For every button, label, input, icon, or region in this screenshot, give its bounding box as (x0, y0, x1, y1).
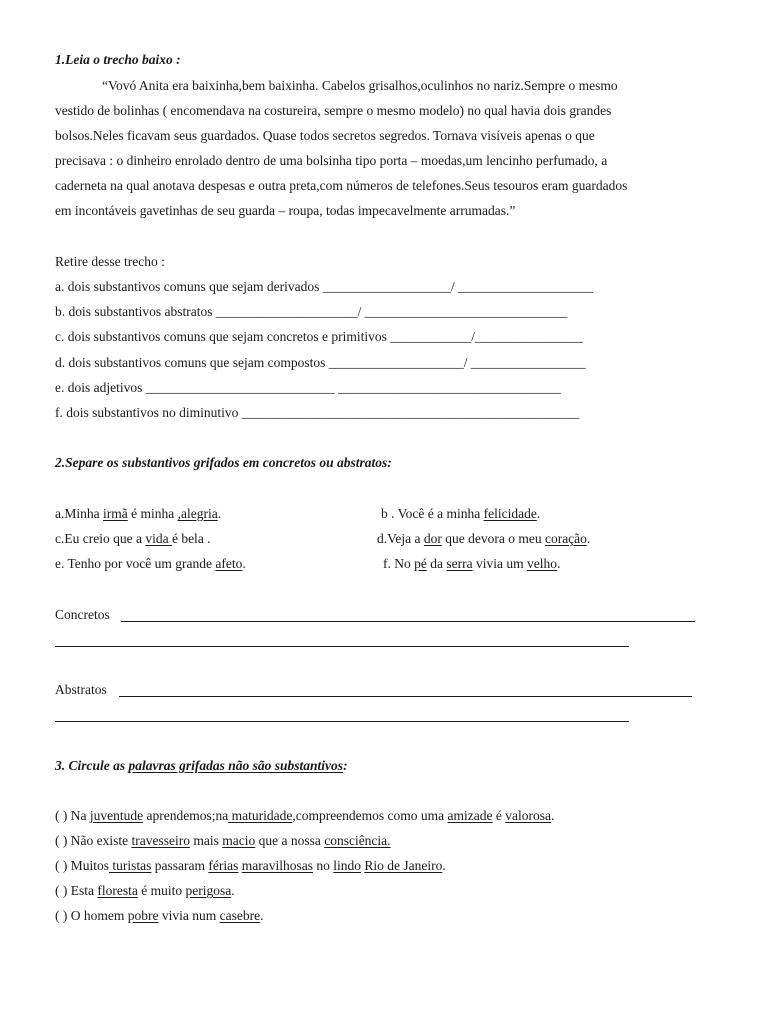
q2-f-text: vivia um (472, 556, 527, 571)
q3-s2-text: Não existe (67, 833, 132, 848)
q2-f-underlined-word-1: pé (414, 556, 427, 571)
answer-box[interactable]: ( ) (55, 908, 68, 923)
q3-s3-text: no (312, 858, 334, 873)
q3-s1-underlined-word-1: juventude (89, 808, 144, 823)
q1-item-b (55, 303, 567, 321)
q1-intro: Retire desse trecho : (55, 254, 165, 269)
q2-f-text: . (556, 556, 561, 571)
q3-s5-underlined-word-2: casebre (219, 908, 261, 923)
q1-passage-line-3: bolsos.Neles ficavam seus guardados. Quase todos secretos segredos. Tornava visíveis apenas o que (55, 128, 595, 143)
q2-e-text: e. Tenho por você um grande (55, 556, 216, 571)
q3-s2-text: mais (189, 833, 223, 848)
q1-item-c-blank-1[interactable]: ____________ (390, 329, 472, 344)
q3-s1-text: ,compreendemos como uma (292, 808, 448, 823)
q2-sentence-d (377, 530, 590, 548)
q3-s5-underlined-word-1: pobre (127, 908, 159, 923)
answer-box[interactable]: ( ) (55, 808, 68, 823)
q2-abstratos-answer-line-1[interactable] (119, 696, 692, 697)
q2-a-underlined-word-1: irmã (103, 506, 128, 521)
q1-item-f-blank-1[interactable]: __________________________________________________ (241, 405, 580, 420)
q2-c-text: é bela . (171, 531, 211, 546)
q1-item-d-blank-2[interactable]: _________________ (470, 355, 586, 370)
q2-d-text: d.Veja a (377, 531, 424, 546)
q1-item-a-separator: / (450, 279, 459, 294)
q2-d-underlined-word-2: coração (544, 531, 587, 546)
q3-s3-underlined-word-5: Rio de Janeiro (364, 858, 443, 873)
q2-a-underlined-word-2: ,alegria (177, 506, 218, 521)
q3-sentence-5 (55, 907, 263, 925)
q3-s1-text: . (551, 808, 555, 823)
q2-b-text: b . Você é a minha (381, 506, 484, 521)
q3-s1-text: Na (67, 808, 90, 823)
q1-item-b-blank-2[interactable]: ______________________________ (364, 304, 568, 319)
q3-s3-underlined-word-3: maravilhosas (241, 858, 313, 873)
q2-b-underlined-word-1: felicidade (483, 506, 537, 521)
q3-s1-underlined-word-2: maturidade (228, 808, 293, 823)
q2-sentence-c (55, 530, 211, 548)
q2-sentence-a (55, 505, 221, 523)
q3-s5-text: O homem (67, 908, 128, 923)
q3-title (55, 757, 348, 775)
answer-box[interactable]: ( ) (55, 858, 68, 873)
q1-passage-line-1: “Vovó Anita era baixinha,bem baixinha. Cabelos grisalhos,oculinhos no nariz.Sempre o mesmo (102, 78, 618, 93)
q1-item-f (55, 404, 579, 422)
q1-item-a (55, 278, 593, 296)
q2-e-text: . (242, 556, 246, 571)
q1-item-c-label: c. dois substantivos comuns que sejam concretos e primitivos (55, 329, 391, 344)
q3-title-text: : (343, 758, 348, 773)
q2-f-text: da (426, 556, 447, 571)
q3-s2-underlined-word-3: consciência. (324, 833, 391, 848)
q1-item-b-label: b. dois substantivos abstratos (55, 304, 216, 319)
q3-s5-text: vivia num (158, 908, 220, 923)
q1-passage-line-5: caderneta na qual anotava despesas e outra preta,com números de telefones.Seus tesouros eram guardados (55, 178, 628, 193)
q2-f-text: f. No (383, 556, 415, 571)
q3-s5-text: . (260, 908, 264, 923)
q3-s3-text: Muitos (67, 858, 110, 873)
q2-f-underlined-word-3: velho (526, 556, 557, 571)
q2-f-underlined-word-2: serra (446, 556, 473, 571)
q3-s1-underlined-word-3: amizade (447, 808, 493, 823)
q2-a-text: é minha (127, 506, 178, 521)
q1-item-d (55, 354, 586, 372)
q2-c-text: c.Eu creio que a (55, 531, 146, 546)
q3-s3-text: passaram (151, 858, 209, 873)
q1-passage-line-2: vestido de bolinhas ( encomendava na costureira, sempre o mesmo modelo) no qual havia dois grandes (55, 103, 612, 118)
q3-s3-underlined-word-2: férias (208, 858, 239, 873)
q2-c-underlined-word-1: vida (145, 531, 172, 546)
q2-concretos-answer-line-2[interactable] (55, 646, 629, 647)
q3-sentence-1 (55, 807, 554, 825)
q3-title-text: 3. Circule as (55, 758, 129, 773)
q2-sentence-e (55, 555, 246, 573)
q1-passage-line-6: em incontáveis gavetinhas de seu guarda – roupa, todas impecavelmente arrumadas.” (55, 203, 516, 218)
q2-a-text: a.Minha (55, 506, 103, 521)
q3-s2-underlined-word-2: macio (222, 833, 256, 848)
q1-passage-line-4: precisava : o dinheiro enrolado dentro de uma bolsinha tipo porta – moedas,um lencinho perfumado, a (55, 153, 608, 168)
q3-s4-text: . (231, 883, 235, 898)
q2-title: 2.Separe os substantivos grifados em concretos ou abstratos: (55, 455, 392, 470)
q3-s3-text: . (442, 858, 446, 873)
q2-concretos-answer-line-1[interactable] (121, 621, 695, 622)
q1-item-a-label: a. dois substantivos comuns que sejam derivados (55, 279, 323, 294)
q1-item-d-separator: / (463, 355, 471, 370)
q1-item-c (55, 328, 583, 346)
q3-s2-underlined-word-1: travesseiro (131, 833, 190, 848)
q1-title: 1.Leia o trecho baixo : (55, 52, 181, 67)
q3-s2-text: que a nossa (255, 833, 325, 848)
q1-item-e-blank-2[interactable]: _________________________________ (338, 380, 561, 395)
q3-s1-text: é (492, 808, 506, 823)
q3-s4-text: Esta (67, 883, 98, 898)
q3-sentence-3 (55, 857, 446, 875)
q3-s1-text: aprendemos;na (143, 808, 229, 823)
q1-item-d-blank-1[interactable]: ____________________ (328, 355, 464, 370)
q3-sentence-4 (55, 882, 235, 900)
q3-sentence-2 (55, 832, 391, 850)
q2-sentence-b (381, 505, 540, 523)
q2-abstratos-answer-line-2[interactable] (55, 721, 629, 722)
q1-item-f-label: f. dois substantivos no diminutivo (55, 405, 242, 420)
q3-s3-underlined-word-4: lindo (333, 858, 361, 873)
q2-d-text: que devora o meu (441, 531, 545, 546)
q1-item-d-label: d. dois substantivos comuns que sejam compostos (55, 355, 329, 370)
q1-item-a-blank-1[interactable]: ___________________ (322, 279, 451, 294)
answer-box[interactable]: ( ) (55, 833, 68, 848)
q2-abstratos-label: Abstratos (55, 682, 107, 697)
q2-e-underlined-word-1: afeto (215, 556, 243, 571)
q1-item-a-blank-2[interactable]: ____________________ (458, 279, 594, 294)
q2-b-text: . (536, 506, 541, 521)
q2-sentence-f (383, 555, 560, 573)
q2-d-text: . (586, 531, 591, 546)
q1-item-e-blank-1[interactable]: ____________________________ (145, 380, 335, 395)
q3-s1-underlined-word-4: valorosa (505, 808, 552, 823)
q1-item-b-separator: / (357, 304, 365, 319)
q2-concretos-label: Concretos (55, 607, 110, 622)
q3-s4-underlined-word-1: floresta (97, 883, 138, 898)
q2-a-text: . (217, 506, 222, 521)
q3-s4-text: é muito (137, 883, 186, 898)
q1-item-b-blank-1[interactable]: _____________________ (215, 304, 358, 319)
answer-box[interactable]: ( ) (55, 883, 68, 898)
q2-d-underlined-word-1: dor (423, 531, 442, 546)
q3-title-underlined: palavras grifadas não são substantivos (128, 758, 344, 773)
q3-s4-underlined-word-2: perigosa (185, 883, 232, 898)
q3-s3-underlined-word-1: turistas (109, 858, 152, 873)
q1-item-e-label: e. dois adjetivos (55, 380, 146, 395)
q1-item-c-blank-2[interactable]: ________________ (474, 329, 583, 344)
q1-item-c-separator: / (471, 329, 475, 344)
q1-item-e (55, 379, 561, 397)
